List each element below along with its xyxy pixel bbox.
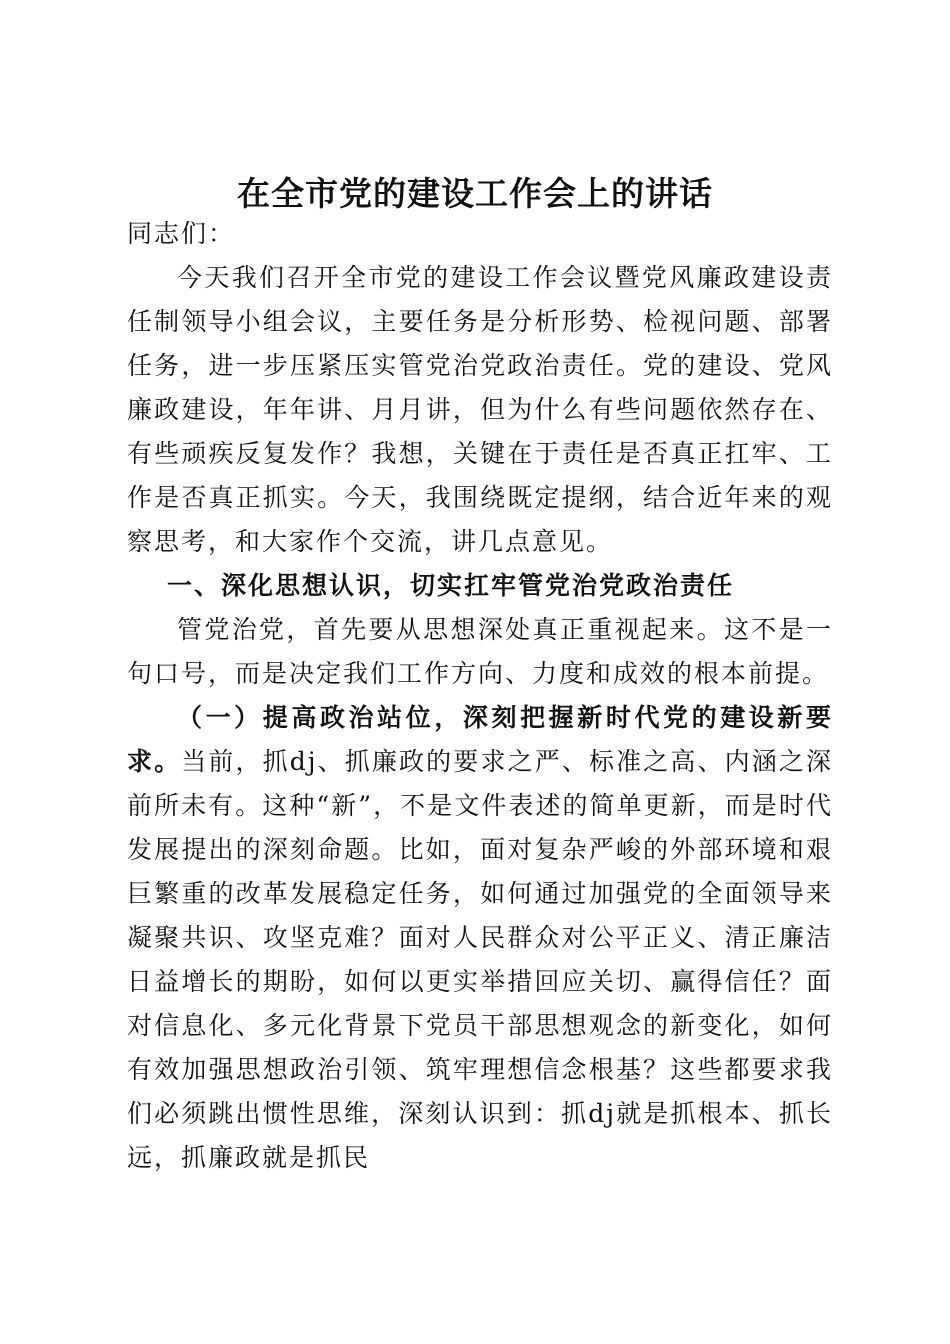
intro-paragraph: 今天我们召开全市党的建设工作会议暨党风廉政建设责任制领导小组会议，主要任务是分析形势、检视问题、部署任务，进一步压紧压实管党治党政治责任。党的建设、党风廉政建设，年年讲、月月讲，但为什么有些问题依然存在、有些顽疾反复发作？我想，关键在于责任是否真正扛牢、工作是否真正抓实。今天，我围绕既定提纲，结合近年来的观察思考，和大家作个交流，讲几点意见。	[127, 263, 833, 556]
subsection-text: 当前，抓dj、抓廉政的要求之严、标准之高、内涵之深前所未有。这种“新”，不是文件表述的简单更新，而是时代发展提出的深刻命题。比如，面对复杂严峻的外部环境和艰巨繁重的改革发展稳定任务，如何通过加强党的全面领导来凝聚共识、攻坚克难？面对人民群众对公平正义、清正廉洁日益增长的期盼，如何以更实举措回应关切、赢得信任？面对信息化、多元化背景下党员干部思想观念的新变化，如何有效加强思想政治引领、筑牢理想信念根基？这些都要求我们必须跳出惯性思维，深刻认识到：抓dj就是抓根本、抓长远，抓廉政就是抓民	[127, 747, 833, 1172]
salutation: 同志们：	[127, 219, 236, 248]
section-paragraph: 管党治党，首先要从思想深处真正重视起来。这不是一句口号，而是决定我们工作方向、力度和成效的根本前提。	[127, 615, 833, 688]
document-body	[127, 212, 833, 1180]
subsection-heading: （一）提高政治站位，深刻把握新时代党的建设新要求。	[127, 703, 833, 776]
document-title: 在全市党的建设工作会上的讲话	[237, 174, 713, 213]
section-heading: 一、深化思想认识，切实扛牢管党治党政治责任	[167, 571, 735, 600]
subsection-paragraph	[127, 696, 833, 1180]
